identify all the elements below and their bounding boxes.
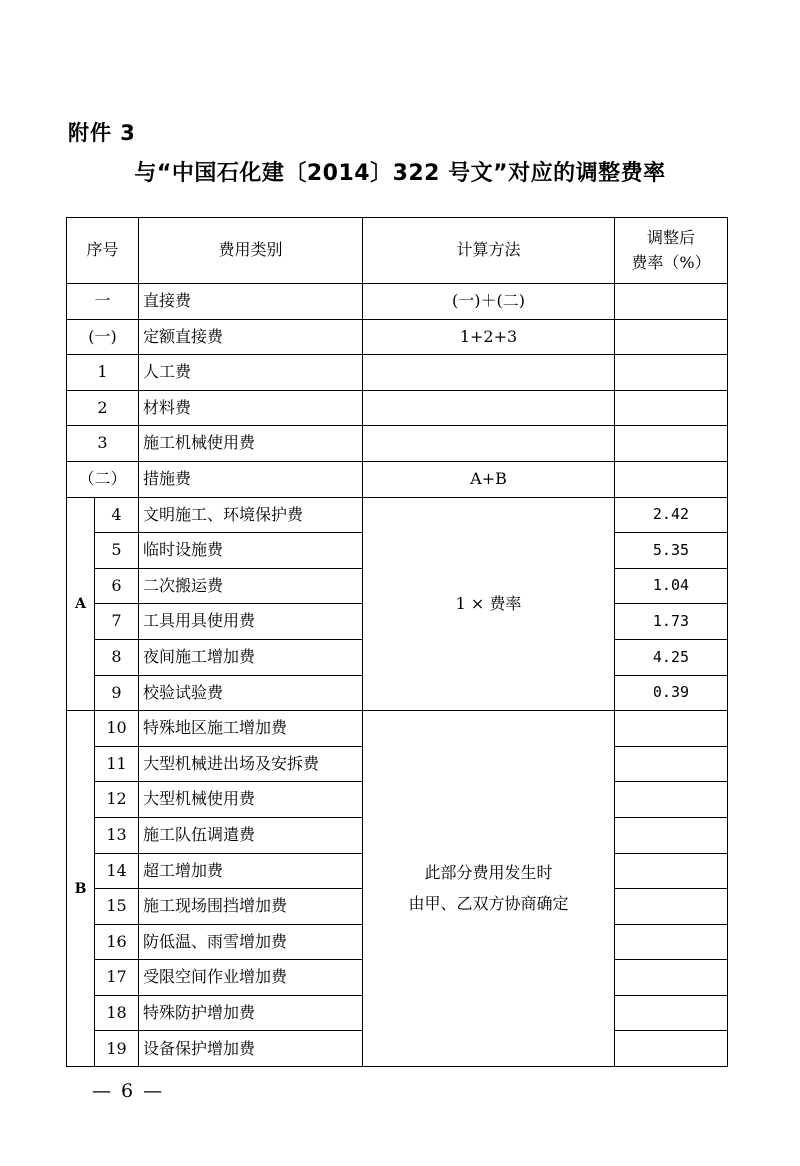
row-num: 10 — [95, 711, 139, 747]
group-b-method-line1: 此部分费用发生时 — [424, 863, 553, 883]
row-name: 夜间施工增加费 — [139, 639, 363, 675]
row-name: 直接费 — [139, 284, 363, 320]
row-rate — [615, 782, 728, 818]
row-num: 14 — [95, 853, 139, 889]
row-seq: 3 — [67, 426, 139, 462]
table-row — [67, 284, 728, 320]
row-rate — [615, 853, 728, 889]
row-name: 施工现场围挡增加费 — [139, 889, 363, 925]
table-row — [67, 711, 728, 747]
row-name: 特殊地区施工增加费 — [139, 711, 363, 747]
row-name: 受限空间作业增加费 — [139, 960, 363, 996]
header-rate-line2: 费率（%） — [631, 252, 711, 272]
row-num: 15 — [95, 889, 139, 925]
group-b-method-line2: 由甲、乙双方协商确定 — [408, 893, 569, 913]
row-rate: 4.25 — [615, 639, 728, 675]
row-name: 大型机械使用费 — [139, 782, 363, 818]
row-seq: （二） — [67, 461, 139, 497]
row-rate — [615, 746, 728, 782]
row-name: 工具用具使用费 — [139, 604, 363, 640]
row-rate — [615, 390, 728, 426]
row-num: 13 — [95, 817, 139, 853]
group-b-label: B — [67, 711, 95, 1067]
row-name: 超工增加费 — [139, 853, 363, 889]
row-num: 19 — [95, 1031, 139, 1067]
row-method — [363, 390, 615, 426]
row-rate: 0.39 — [615, 675, 728, 711]
row-seq: 一 — [67, 284, 139, 320]
row-num: 8 — [95, 639, 139, 675]
row-name: 施工队伍调遣费 — [139, 817, 363, 853]
row-rate: 2.42 — [615, 497, 728, 533]
table-header-row — [67, 218, 728, 284]
row-rate — [615, 461, 728, 497]
row-rate — [615, 924, 728, 960]
row-name: 特殊防护增加费 — [139, 995, 363, 1031]
header-rate-line1: 调整后 — [647, 228, 696, 248]
row-rate — [615, 426, 728, 462]
row-rate — [615, 995, 728, 1031]
table-row — [67, 426, 728, 462]
row-name: 文明施工、环境保护费 — [139, 497, 363, 533]
row-num: 17 — [95, 960, 139, 996]
table-row — [67, 355, 728, 391]
row-num: 4 — [95, 497, 139, 533]
row-rate: 1.73 — [615, 604, 728, 640]
row-num: 6 — [95, 568, 139, 604]
row-seq: (一) — [67, 319, 139, 355]
table-row — [67, 461, 728, 497]
header-method: 计算方法 — [363, 218, 615, 284]
row-method: 1+2+3 — [363, 319, 615, 355]
row-name: 措施费 — [139, 461, 363, 497]
row-num: 12 — [95, 782, 139, 818]
row-rate — [615, 889, 728, 925]
group-b-method — [363, 711, 615, 1067]
row-num: 18 — [95, 995, 139, 1031]
row-name: 防低温、雨雪增加费 — [139, 924, 363, 960]
row-rate — [615, 284, 728, 320]
row-num: 11 — [95, 746, 139, 782]
document-title: 与“中国石化建〔2014〕322 号文”对应的调整费率 — [134, 161, 666, 186]
row-rate: 1.04 — [615, 568, 728, 604]
row-method: (一)＋(二) — [363, 284, 615, 320]
row-rate — [615, 319, 728, 355]
row-num: 16 — [95, 924, 139, 960]
row-rate — [615, 1031, 728, 1067]
page-number: — 6 — — [92, 1080, 165, 1102]
row-name: 二次搬运费 — [139, 568, 363, 604]
row-rate — [615, 817, 728, 853]
row-seq: 1 — [67, 355, 139, 391]
row-name: 材料费 — [139, 390, 363, 426]
row-seq: 2 — [67, 390, 139, 426]
row-num: 5 — [95, 533, 139, 569]
row-name: 设备保护增加费 — [139, 1031, 363, 1067]
table-row — [67, 497, 728, 533]
row-name: 临时设施费 — [139, 533, 363, 569]
row-name: 定额直接费 — [139, 319, 363, 355]
row-name: 校验试验费 — [139, 675, 363, 711]
header-seq: 序号 — [67, 218, 139, 284]
table-row — [67, 319, 728, 355]
row-method — [363, 426, 615, 462]
row-method: A+B — [363, 461, 615, 497]
row-rate: 5.35 — [615, 533, 728, 569]
row-num: 7 — [95, 604, 139, 640]
row-name: 施工机械使用费 — [139, 426, 363, 462]
header-category: 费用类别 — [139, 218, 363, 284]
row-rate — [615, 711, 728, 747]
row-num: 9 — [95, 675, 139, 711]
header-rate — [615, 218, 728, 284]
table-row — [67, 390, 728, 426]
row-rate — [615, 355, 728, 391]
row-method — [363, 355, 615, 391]
group-a-label: A — [67, 497, 95, 711]
row-name: 人工费 — [139, 355, 363, 391]
fee-rate-table — [66, 217, 728, 1067]
group-a-method: 1 × 费率 — [363, 497, 615, 711]
row-name: 大型机械进出场及安拆费 — [139, 746, 363, 782]
row-rate — [615, 960, 728, 996]
attachment-label: 附件 3 — [68, 121, 136, 145]
